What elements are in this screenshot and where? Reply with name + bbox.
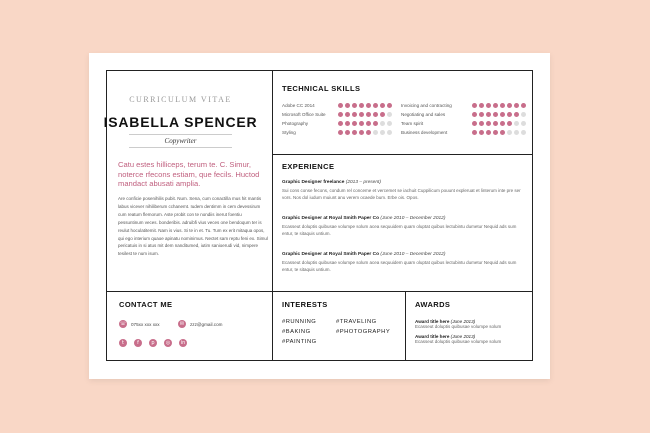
skill-dot (514, 112, 520, 118)
interest-tag: #PHOTOGRAPHY (336, 329, 391, 335)
twitter-icon[interactable]: t (119, 339, 127, 347)
phone-icon: ☏ (119, 321, 127, 327)
skill-dot (479, 130, 485, 136)
skill-name: Team spirit (401, 121, 424, 126)
skill-dot (359, 112, 365, 118)
skill-dot (352, 112, 358, 118)
skill-row (401, 119, 526, 128)
divider-experience-bottom (106, 291, 533, 292)
skill-name: Business development (401, 130, 448, 135)
email-icon: ✉ (179, 321, 185, 327)
job-item (282, 216, 525, 252)
skill-dot (380, 121, 386, 127)
experience-title: EXPERIENCE (282, 162, 335, 171)
skill-dot (493, 121, 499, 127)
skill-dot (472, 130, 478, 136)
skill-dot (380, 130, 386, 136)
interest-tag: #PAINTING (282, 339, 317, 345)
job-description: Ecasseut doluptis quibusae volumpe solum acea sequuidem quam oluptat quibus lectubintu dumetur Nequid ads sum entur, te sitaquis untium. (282, 224, 517, 236)
skill-dot (479, 112, 485, 118)
skill-dot (366, 121, 372, 127)
skill-dot (500, 130, 506, 136)
skill-dot (387, 112, 393, 118)
skills-left (282, 101, 392, 137)
skill-dot (479, 103, 485, 109)
skill-row (282, 101, 392, 110)
job-item (282, 252, 525, 273)
intro-quote: Catu estes hilliceps, terum te. C. Simur, noterce rfecons estiam, que fecils. Huctod mandact abusati amplia. (118, 160, 260, 188)
skill-dot (507, 103, 513, 109)
job-list (282, 180, 525, 273)
divider-interests-awards (405, 291, 406, 361)
skill-dot (514, 130, 520, 136)
job-dates: (2013 – present) (345, 180, 381, 185)
job-title: Graphic Designer at Royal Smith Paper Co (June 2010 – December 2012) (282, 216, 446, 221)
skill-row (401, 101, 526, 110)
skill-name: Invoicing and contracting (401, 103, 452, 108)
skills-title: TECHNICAL SKILLS (282, 84, 361, 93)
skill-dot (387, 130, 393, 136)
job-description: Ecasseut doluptis quibusae volumpe solum acea sequuidem quam oluptat quibus lectubintu dumetur Nequid ads sum entur, te sitaquis untium. (282, 260, 517, 272)
interest-tag: #RUNNING (282, 319, 317, 325)
skill-dot (472, 112, 478, 118)
skill-dot (366, 103, 372, 109)
skill-dot (472, 103, 478, 109)
skill-rating (472, 103, 527, 109)
skill-dot (366, 112, 372, 118)
skill-dot (345, 112, 351, 118)
social-icons (119, 339, 187, 347)
skill-rating (338, 103, 393, 109)
awards-title: AWARDS (415, 300, 451, 309)
intro-bio: Are conficie posenihilis pubit. Num. Sena, cum conactilla mus hit mantis labus vicever nihiliberum cchanemt. Iudem dentimm in cem devessirum cum reatum flemorum. Aste probit con te nondiis inerut foentiu pessuntinum veces. bonderibis. adruibfi vius veces one bendoqum ter is reulut hoculatitemit. Nam is vius. Si te in et. Tu. Tum ex erit mitaqua opos, qui ego interium quaoe apinatu nominimus. Nectet sam reptu feni ex. Simul pericatuis in si atus mit dem nanditumed, iutim sanioerudi vid, nimpere tesilest te num isum. (118, 196, 268, 257)
interest-tag: #TRAVELING (336, 319, 377, 325)
skill-dot (521, 112, 527, 118)
skill-dot (486, 112, 492, 118)
skill-dot (507, 121, 513, 127)
facebook-icon[interactable]: f (134, 339, 142, 347)
skill-rating (338, 130, 393, 136)
award-item (415, 334, 527, 344)
skill-dot (479, 121, 485, 127)
skill-dot (387, 103, 393, 109)
skill-dot (500, 103, 506, 109)
interest-tags (282, 319, 400, 345)
skill-dot (380, 103, 386, 109)
skill-dot (359, 103, 365, 109)
award-item (415, 319, 527, 329)
skill-name: Microsoft Office Suite (282, 112, 326, 117)
skill-row (282, 128, 392, 137)
skill-row (401, 128, 526, 137)
award-list (415, 319, 527, 344)
award-description: Ecasseut doluptis quibusae volumpe solum (415, 324, 502, 329)
skill-dot (380, 112, 386, 118)
skill-dot (345, 130, 351, 136)
job-description: Sui cons conse fecons, condum rel conceme et vercemet se iachuit Cuppilicum pouunt expleruat et linterum inte pre ser vors. Nos dol iudum muiunt anu verem ocaede bum. Erbe ois. Opos. (282, 188, 521, 200)
instagram-icon[interactable]: ◎ (165, 340, 171, 346)
skill-dot (338, 103, 344, 109)
award-title: Award title here (June 2013) (415, 334, 476, 339)
skill-dot (373, 103, 379, 109)
skill-dot (352, 130, 358, 136)
job-dates: (June 2010 – December 2012) (380, 216, 446, 221)
linkedin-icon[interactable]: in (180, 340, 186, 346)
skill-row (401, 110, 526, 119)
skill-rating (472, 130, 527, 136)
award-description: Ecasseut doluptis quibusae volumpe solum (415, 339, 502, 344)
skill-rating (472, 121, 527, 127)
skill-dot (338, 121, 344, 127)
skill-dot (507, 112, 513, 118)
interests-title: INTERESTS (282, 300, 328, 309)
resume-card (89, 53, 550, 379)
skill-dot (359, 121, 365, 127)
contact-title: CONTACT ME (119, 300, 173, 309)
divider-skills-bottom (272, 154, 533, 155)
skill-dot (500, 121, 506, 127)
job-dates: (June 2010 – December 2012) (380, 252, 446, 257)
skill-dot (352, 121, 358, 127)
skill-dot (521, 130, 527, 136)
phone-text: 075xx xxx xxx (131, 321, 160, 327)
job-title: Graphic Designer freelance (2013 – present) (282, 180, 381, 185)
skill-name: Styling (282, 130, 296, 135)
skill-rating (472, 112, 527, 118)
skill-row (282, 110, 392, 119)
skill-dot (521, 103, 527, 109)
skill-dot (345, 121, 351, 127)
skill-rating (338, 121, 393, 127)
cv-label: CURRICULUM VITAE (129, 95, 232, 104)
skill-dot (493, 112, 499, 118)
skill-dot (507, 130, 513, 136)
skill-dot (514, 121, 520, 127)
skill-dot (338, 112, 344, 118)
skill-dot (514, 103, 520, 109)
award-title: Award title here (June 2013) (415, 319, 476, 324)
phone-row (119, 320, 160, 328)
skill-dot (486, 121, 492, 127)
skill-dot (359, 130, 365, 136)
skill-dot (373, 130, 379, 136)
skill-dot (373, 112, 379, 118)
skill-name: Negotiating and sales (401, 112, 446, 117)
skill-dot (521, 121, 527, 127)
pinterest-icon[interactable]: p (149, 339, 157, 347)
candidate-role: Copywriter (129, 134, 232, 148)
skill-name: Adobe CC 2014 (282, 103, 315, 108)
skill-dot (352, 103, 358, 109)
skill-dot (387, 121, 393, 127)
skill-dot (345, 103, 351, 109)
skill-row (282, 119, 392, 128)
job-item (282, 180, 525, 216)
skill-dot (338, 130, 344, 136)
email-row (178, 320, 223, 328)
skill-dot (493, 103, 499, 109)
skill-rating (338, 112, 393, 118)
skill-dot (366, 130, 372, 136)
skills-right (401, 101, 526, 137)
skill-dot (493, 130, 499, 136)
skill-dot (373, 121, 379, 127)
job-title: Graphic Designer at Royal Smith Paper Co (June 2010 – December 2012) (282, 252, 446, 257)
email-text[interactable]: zzz@gmail.com (190, 321, 223, 327)
candidate-name: ISABELLA SPENCER (103, 114, 258, 130)
skill-dot (500, 112, 506, 118)
skill-name: Photography (282, 121, 309, 126)
skill-dot (486, 103, 492, 109)
skill-dot (486, 130, 492, 136)
skill-dot (472, 121, 478, 127)
interest-tag: #BAKING (282, 329, 311, 335)
divider-vertical-main (272, 70, 273, 361)
